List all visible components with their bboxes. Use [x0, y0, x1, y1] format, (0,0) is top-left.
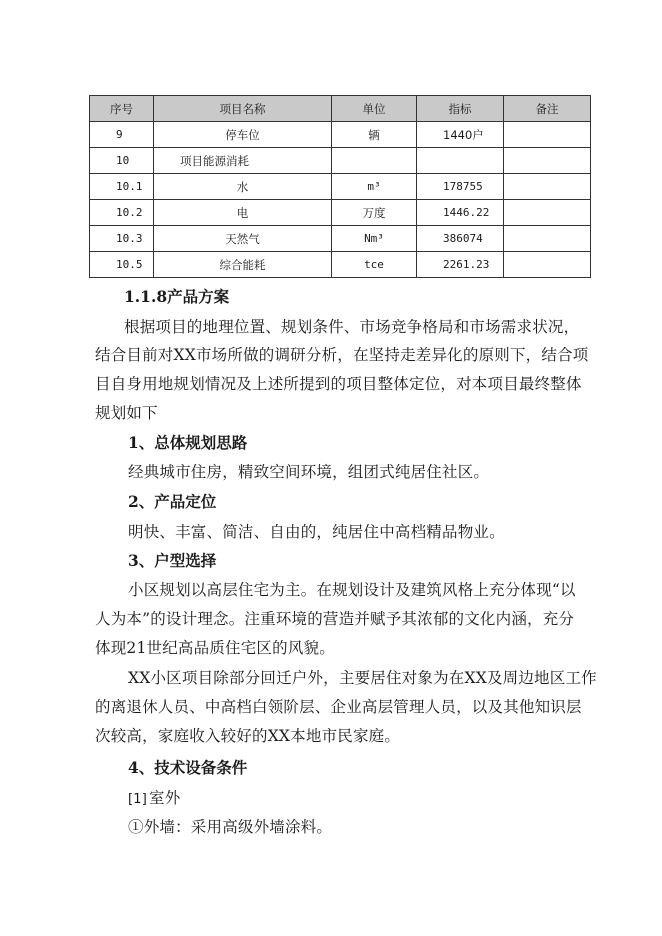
residents-line: 次较高，家庭收入较好的XX本地市民家庭。: [95, 727, 401, 745]
table-row: [90, 200, 591, 226]
header-unit: 单位: [332, 96, 417, 122]
section-title: 1.1.8产品方案: [124, 287, 230, 306]
heading-planning-idea: 1、总体规划思路: [128, 433, 248, 452]
cell-name: 水: [154, 174, 332, 200]
intro-line: 结合目前对XX市场所做的调研分析，在坚持走差异化的原则下，结合项: [95, 346, 589, 364]
cell-note: [504, 148, 591, 174]
unit-types-line: 人为本”的设计理念。注重环境的营造并赋予其浓郁的文化内涵，充分: [95, 610, 575, 628]
table-row: [90, 226, 591, 252]
subheading-outdoor: [128, 786, 180, 808]
cell-unit: [332, 148, 417, 174]
cell-name: 项目能源消耗: [154, 148, 332, 174]
cell-no: 10.2: [90, 200, 154, 226]
cell-name: 天然气: [154, 226, 332, 252]
cell-value: 386074: [417, 226, 504, 252]
residents-line: XX小区项目除部分回迁户外，主要居住对象为在XX及周边地区工作: [128, 669, 597, 687]
cell-unit: Nm³: [332, 226, 417, 252]
heading-positioning: 2、产品定位: [128, 492, 217, 511]
paragraph-positioning: 明快、丰富、简洁、自由的，纯居住中高档精品物业。: [128, 523, 505, 541]
cell-note: [504, 226, 591, 252]
cell-unit: m³: [332, 174, 417, 200]
intro-line: 根据项目的地理位置、规划条件、市场竞争格局和市场需求状况，: [124, 318, 580, 336]
cell-no: 10: [90, 148, 154, 174]
subheading-outdoor-label: 室外: [149, 789, 181, 807]
header-note: 备注: [504, 96, 591, 122]
cell-no: 10.3: [90, 226, 154, 252]
cell-no: 10.1: [90, 174, 154, 200]
exterior-wall-item: ①外墙：采用高级外墙涂料。: [128, 818, 333, 836]
intro-line: 规划如下: [95, 404, 158, 422]
cell-unit: 辆: [332, 122, 417, 148]
indicator-table: [89, 95, 591, 278]
heading-technical-equipment: 4、技术设备条件: [128, 758, 248, 777]
cell-note: [504, 200, 591, 226]
cell-value: [417, 148, 504, 174]
header-name: 项目名称: [154, 96, 332, 122]
list-marker: [1]: [128, 792, 148, 807]
cell-value: 1440户: [417, 122, 504, 148]
cell-no: 10.5: [90, 252, 154, 278]
header-no: 序号: [90, 96, 154, 122]
table-row: [90, 148, 591, 174]
cell-name: 电: [154, 200, 332, 226]
header-value: 指标: [417, 96, 504, 122]
cell-name: 停车位: [154, 122, 332, 148]
cell-value: 2261.23: [417, 252, 504, 278]
residents-line: 的离退休人员、中高档白领阶层、企业高层管理人员，以及其他知识层: [95, 698, 582, 716]
intro-line: 目自身用地规划情况及上述所提到的项目整体定位，对本项目最终整体: [95, 375, 582, 393]
table-row: [90, 174, 591, 200]
cell-note: [504, 174, 591, 200]
unit-types-line: 小区规划以高层住宅为主。在规划设计及建筑风格上充分体现“以: [128, 581, 576, 599]
table-header-row: [90, 96, 591, 122]
unit-types-line: 体现21世纪高品质住宅区的风貌。: [95, 639, 335, 657]
cell-unit: tce: [332, 252, 417, 278]
cell-no: 9: [90, 122, 154, 148]
cell-unit: 万度: [332, 200, 417, 226]
cell-note: [504, 122, 591, 148]
cell-name: 综合能耗: [154, 252, 332, 278]
heading-unit-types: 3、户型选择: [128, 551, 217, 570]
table-row: [90, 122, 591, 148]
cell-note: [504, 252, 591, 278]
cell-value: 1446.22: [417, 200, 504, 226]
cell-value: 178755: [417, 174, 504, 200]
table-row: [90, 252, 591, 278]
paragraph-planning-idea: 经典城市住房，精致空间环境，组团式纯居住社区。: [128, 463, 490, 481]
